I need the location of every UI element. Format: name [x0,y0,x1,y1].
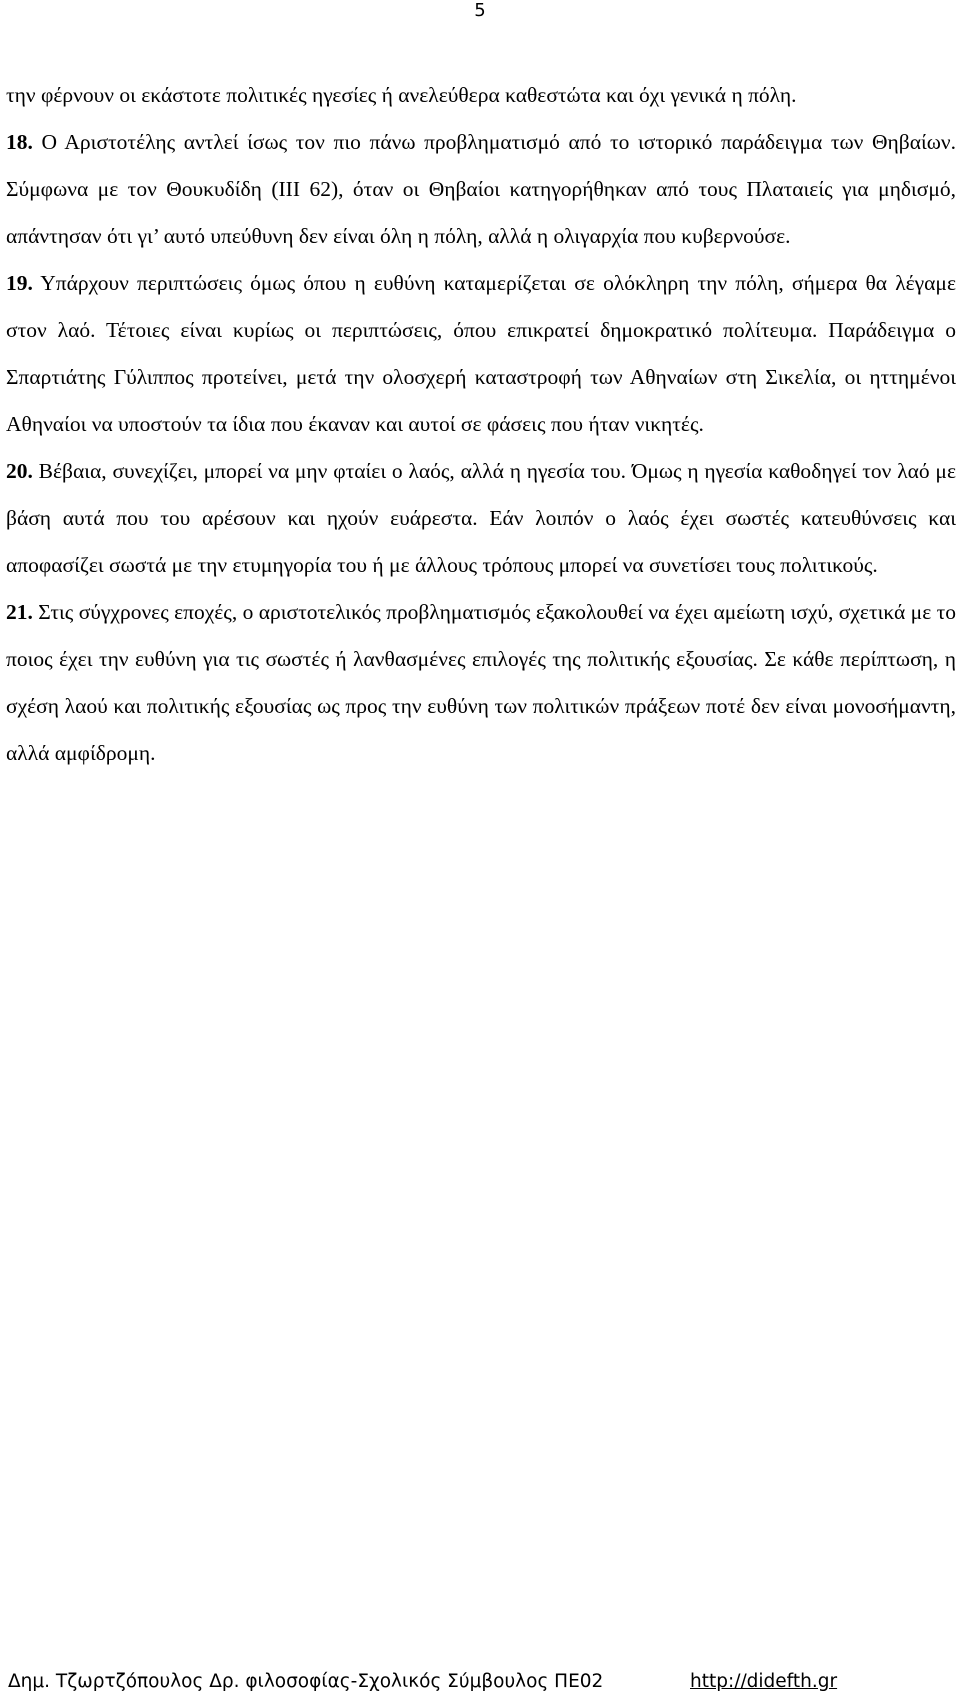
paragraph-number: 18. [6,130,33,154]
paragraph-21 [6,589,956,777]
paragraph-text: Βέβαια, συνεχίζει, μπορεί να μην φταίει ο λαός, αλλά η ηγεσία του. Όμως η ηγεσία καθοδηγεί τον λαό με βάση αυτά που του αρέσουν και ηχούν ευάρεστα. Εάν λοιπόν ο λαός έχει σωστές κατευθύνσεις και αποφασίζει σωστά με την ετυμηγορία του ή με άλλους τρόπους μπορεί να συνετίσει τους πολιτικούς. [6,459,956,577]
paragraph-number: 19. [6,271,33,295]
footer-author: Δημ. Τζωρτζόπουλος Δρ. φιλοσοφίας-Σχολικός Σύμβουλος ΠΕ02 [8,1671,604,1692]
page-number: 5 [474,0,486,21]
paragraph-text: Ο Αριστοτέλης αντλεί ίσως τον πιο πάνω προβληματισμό από το ιστορικό παράδειγμα των Θηβαίων. Σύμφωνα με τον Θουκυδίδη (ΙΙΙ 62), όταν οι Θηβαίοι κατηγορήθηκαν από τους Πλαταιείς για μηδισμό, απάντησαν ότι γι’ αυτό υπεύθυνη δεν είναι όλη η πόλη, αλλά η ολιγαρχία που κυβερνούσε. [6,130,956,248]
paragraph-text: την φέρνουν οι εκάστοτε πολιτικές ηγεσίες ή ανελεύθερα καθεστώτα και όχι γενικά η πόλη. [6,83,797,107]
paragraph-19 [6,260,956,448]
page-footer [8,1669,948,1695]
paragraph-text: Στις σύγχρονες εποχές, ο αριστοτελικός προβληματισμός εξακολουθεί να έχει αμείωτη ισχύ, σχετικά με το ποιος έχει την ευθύνη για τις σωστές ή λανθασμένες επιλογές της πολιτικής εξουσίας. Σε κάθε περίπτωση, η σχέση λαού και πολιτικής εξουσίας ως προς την ευθύνη των πολιτικών πράξεων ποτέ δεν είναι μονοσήμαντη, αλλά αμφίδρομη. [6,600,956,765]
paragraph-number: 20. [6,459,33,483]
paragraph-continuation [6,72,956,119]
footer-website-link[interactable]: http://didefth.gr [690,1671,838,1692]
document-body [6,72,956,777]
paragraph-text: Υπάρχουν περιπτώσεις όμως όπου η ευθύνη καταμερίζεται σε ολόκληρη την πόλη, σήμερα θα λέγαμε στον λαό. Τέτοιες είναι κυρίως οι περιπτώσεις, όπου επικρατεί δημοκρατικό πολίτευμα. Παράδειγμα ο Σπαρτιάτης Γύλιππος προτείνει, μετά την ολοσχερή καταστροφή των Αθηναίων στη Σικελία, οι ηττημένοι Αθηναίοι να υποστούν τα ίδια που έκαναν και αυτοί σε φάσεις που ήταν νικητές. [6,271,956,436]
paragraph-18 [6,119,956,260]
paragraph-20 [6,448,956,589]
paragraph-number: 21. [6,600,33,624]
